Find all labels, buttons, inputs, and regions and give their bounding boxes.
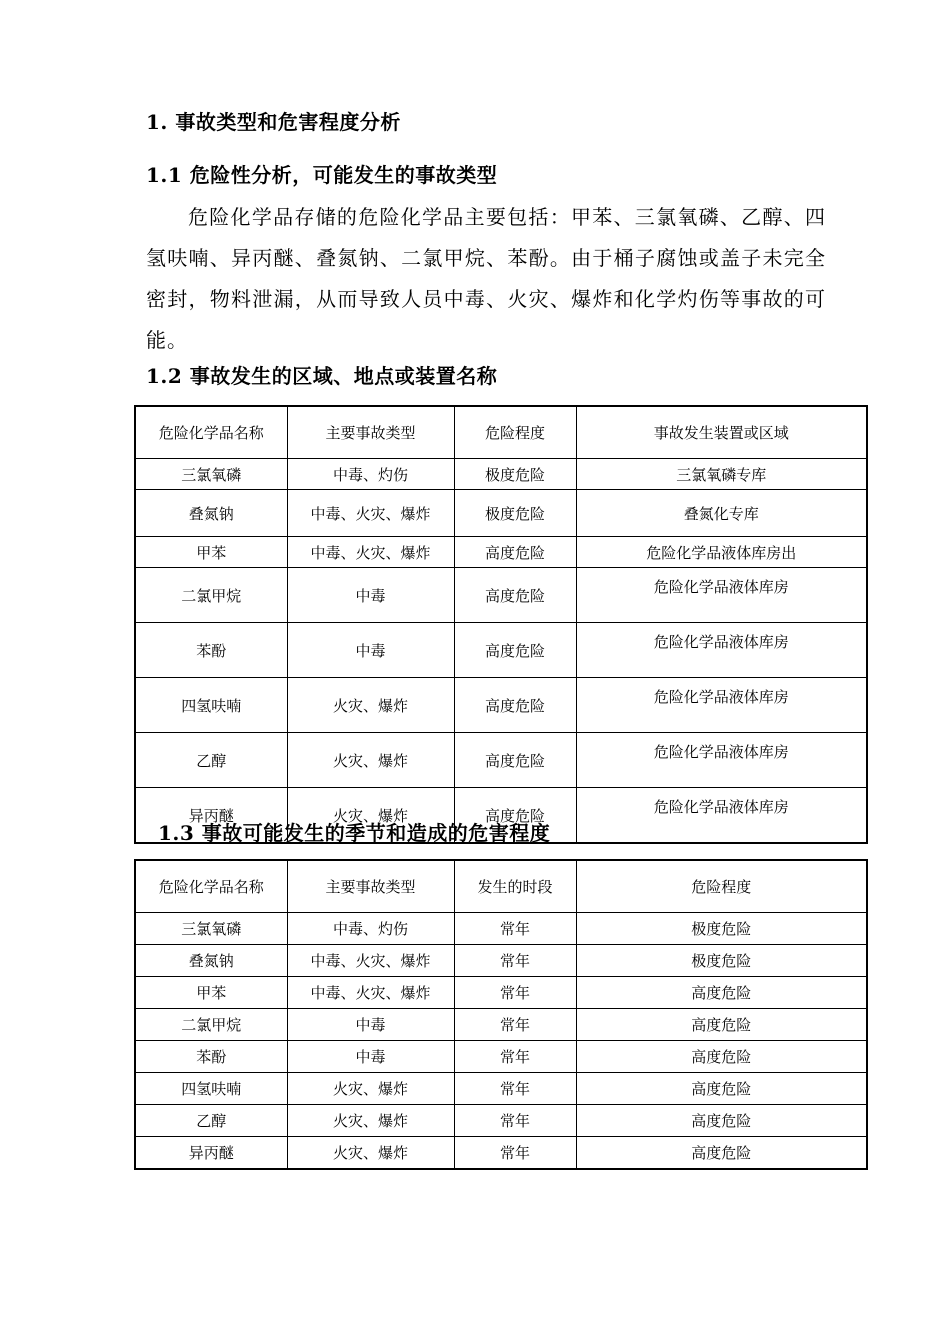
table-cell: 中毒 <box>287 1041 454 1073</box>
table-cell: 极度危险 <box>576 913 867 945</box>
table-cell: 苯酚 <box>135 623 287 678</box>
table-cell: 中毒、灼伤 <box>287 913 454 945</box>
table-cell: 叠氮钠 <box>135 945 287 977</box>
table-cell: 常年 <box>454 977 576 1009</box>
table-cell: 常年 <box>454 1105 576 1137</box>
table-cell: 乙醇 <box>135 733 287 788</box>
table-row <box>135 1137 867 1170</box>
table-cell: 三氯氧磷 <box>135 459 287 490</box>
table-cell: 常年 <box>454 945 576 977</box>
table-cell: 常年 <box>454 1041 576 1073</box>
table-cell: 火灾、爆炸 <box>287 678 454 733</box>
table-cell: 高度危险 <box>454 678 576 733</box>
table-cell: 危险化学品液体库房 <box>576 678 867 733</box>
header-cell: 事故发生装置或区域 <box>576 406 867 459</box>
table-cell: 危险化学品液体库房 <box>576 623 867 678</box>
section-1-1-title: 1.1 危险性分析，可能发生的事故类型 <box>146 163 498 187</box>
table-row <box>135 1041 867 1073</box>
table-cell: 常年 <box>454 913 576 945</box>
table-cell: 火灾、爆炸 <box>287 733 454 788</box>
table-cell: 甲苯 <box>135 977 287 1009</box>
table-cell: 火灾、爆炸 <box>287 1105 454 1137</box>
table-cell: 四氢呋喃 <box>135 678 287 733</box>
table-cell: 火灾、爆炸 <box>287 788 454 844</box>
table-cell: 中毒、火灾、爆炸 <box>287 537 454 568</box>
table-cell: 高度危险 <box>576 1105 867 1137</box>
table-cell: 中毒 <box>287 623 454 678</box>
table-cell: 中毒、火灾、爆炸 <box>287 490 454 537</box>
accident-season-table <box>134 859 868 1170</box>
header-cell: 发生的时段 <box>454 860 576 913</box>
table-cell: 火灾、爆炸 <box>287 1137 454 1170</box>
table-cell: 三氯氧磷 <box>135 913 287 945</box>
table-cell: 高度危险 <box>576 977 867 1009</box>
table-cell: 高度危险 <box>454 788 576 844</box>
table-cell: 常年 <box>454 1009 576 1041</box>
table-cell: 常年 <box>454 1073 576 1105</box>
table-cell: 高度危险 <box>576 1009 867 1041</box>
table-cell: 四氢呋喃 <box>135 1073 287 1105</box>
table-cell: 三氯氧磷专库 <box>576 459 867 490</box>
table-cell: 甲苯 <box>135 537 287 568</box>
section-1-2-title: 1.2 事故发生的区域、地点或装置名称 <box>146 364 498 388</box>
table-cell: 危险化学品液体库房 <box>576 788 867 844</box>
table-cell: 二氯甲烷 <box>135 568 287 623</box>
header-cell: 危险程度 <box>576 860 867 913</box>
table-cell: 高度危险 <box>454 537 576 568</box>
table-row <box>135 490 867 537</box>
header-cell: 危险化学品名称 <box>135 406 287 459</box>
header-cell: 危险程度 <box>454 406 576 459</box>
header-cell: 主要事故类型 <box>287 406 454 459</box>
table-row <box>135 568 867 623</box>
accident-location-table <box>134 405 868 844</box>
table-cell: 异丙醚 <box>135 788 287 844</box>
table-cell: 危险化学品液体库房 <box>576 733 867 788</box>
table-cell: 高度危险 <box>576 1041 867 1073</box>
table-cell: 极度危险 <box>576 945 867 977</box>
table-cell: 中毒 <box>287 568 454 623</box>
table-cell: 常年 <box>454 1137 576 1170</box>
table-cell: 极度危险 <box>454 459 576 490</box>
table-cell: 叠氮钠 <box>135 490 287 537</box>
table-cell: 高度危险 <box>576 1073 867 1105</box>
table-header-row <box>135 860 867 913</box>
table-cell: 乙醇 <box>135 1105 287 1137</box>
table-cell: 极度危险 <box>454 490 576 537</box>
table-row <box>135 733 867 788</box>
table-cell: 苯酚 <box>135 1041 287 1073</box>
table-row <box>135 945 867 977</box>
section-1-title: 1. 事故类型和危害程度分析 <box>146 110 401 134</box>
section-1-3-title: 1.3 事故可能发生的季节和造成的危害程度 <box>158 821 551 845</box>
table-cell: 二氯甲烷 <box>135 1009 287 1041</box>
table-cell: 叠氮化专库 <box>576 490 867 537</box>
table-cell: 危险化学品液体库房 <box>576 568 867 623</box>
section-1-1-paragraph: 危险化学品存储的危险化学品主要包括：甲苯、三氯氧磷、乙醇、四氢呋喃、异丙醚、叠氮钠、二氯甲烷、苯酚。由于桶子腐蚀或盖子未完全密封，物料泄漏，从而导致人员中毒、火灾、爆炸和化学灼伤等事故的可能。 <box>146 205 826 352</box>
header-cell: 危险化学品名称 <box>135 860 287 913</box>
table-row <box>135 913 867 945</box>
table-row <box>135 1105 867 1137</box>
table-cell: 异丙醚 <box>135 1137 287 1170</box>
table-cell: 高度危险 <box>454 623 576 678</box>
table-row <box>135 678 867 733</box>
table-row <box>135 1073 867 1105</box>
table-cell: 高度危险 <box>454 568 576 623</box>
table-cell: 中毒、火灾、爆炸 <box>287 945 454 977</box>
table-cell: 高度危险 <box>454 733 576 788</box>
table-row <box>135 537 867 568</box>
table-cell: 中毒、灼伤 <box>287 459 454 490</box>
table-row <box>135 623 867 678</box>
table-row <box>135 977 867 1009</box>
table-cell: 高度危险 <box>576 1137 867 1170</box>
table-row <box>135 459 867 490</box>
table-cell: 中毒、火灾、爆炸 <box>287 977 454 1009</box>
table-cell: 中毒 <box>287 1009 454 1041</box>
table-cell: 危险化学品液体库房出 <box>576 537 867 568</box>
header-cell: 主要事故类型 <box>287 860 454 913</box>
table-cell: 火灾、爆炸 <box>287 1073 454 1105</box>
table-row <box>135 1009 867 1041</box>
table-header-row <box>135 406 867 459</box>
